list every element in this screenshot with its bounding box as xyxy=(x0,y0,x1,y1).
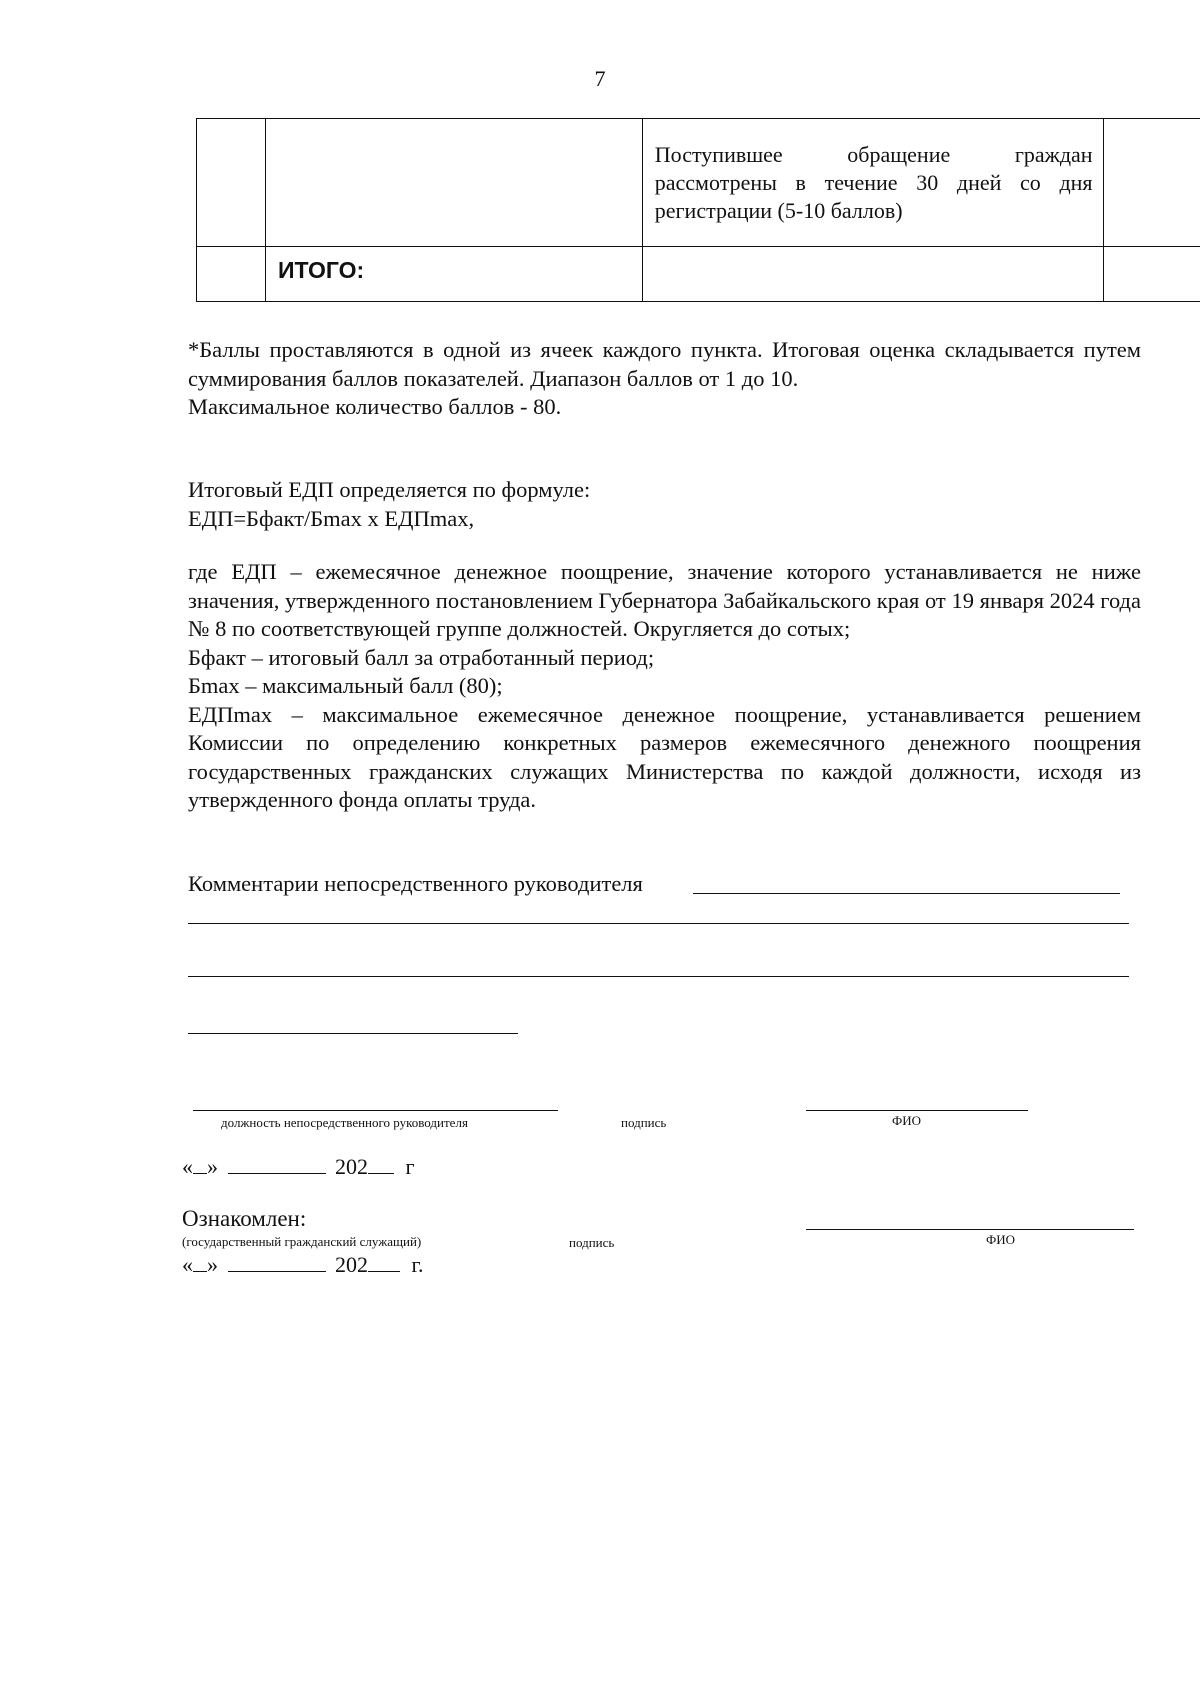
definitions-block xyxy=(188,558,1141,815)
total-label-cell xyxy=(265,247,642,302)
table-cell xyxy=(197,247,266,302)
year-prefix: 202 xyxy=(335,1252,368,1277)
footnote xyxy=(188,336,1141,422)
month-blank[interactable] xyxy=(228,1253,326,1272)
score-table xyxy=(196,118,1200,302)
employee-label: (государственный гражданский служащий) xyxy=(182,1234,422,1249)
footnote-max: Максимальное количество баллов - 80. xyxy=(188,394,562,419)
total-score-cell xyxy=(1103,247,1200,302)
day-blank[interactable] xyxy=(193,1155,207,1174)
employee-signature-label: подпись xyxy=(569,1235,615,1250)
day-blank[interactable] xyxy=(193,1253,207,1272)
table-row-total xyxy=(197,247,1200,302)
name-label: ФИО xyxy=(892,1113,922,1128)
comments-label: Комментарии непосредственного руководителя xyxy=(188,871,643,896)
criterion-cell xyxy=(642,119,1103,247)
employee-name-line[interactable] xyxy=(806,1229,1134,1230)
date-close-quote: » xyxy=(207,1154,218,1179)
formula-expression: ЕДП=Бфакт/Бmax x ЕДПmax, xyxy=(188,505,475,531)
month-blank[interactable] xyxy=(228,1155,326,1174)
page-number: 7 xyxy=(594,66,606,91)
year-blank[interactable] xyxy=(368,1253,400,1272)
score-cell xyxy=(1103,119,1200,247)
comments-line[interactable] xyxy=(188,923,1129,924)
name-line[interactable] xyxy=(806,1110,1028,1111)
acknowledged-title: Ознакомлен: xyxy=(182,1206,307,1231)
year-blank[interactable] xyxy=(368,1155,394,1174)
table-cell xyxy=(265,119,642,247)
employee-name-label: ФИО xyxy=(986,1232,1016,1247)
table-cell xyxy=(197,119,266,247)
definition-bfact: Бфакт – итоговый балл за отработанный период; xyxy=(188,644,655,670)
employee-date xyxy=(182,1252,424,1278)
manager-date xyxy=(182,1154,415,1180)
formula-block xyxy=(188,476,1141,533)
definition-edp: где ЕДП – ежемесячное денежное поощрение, значение которого устанавливается не ниже значения, утвержденного постановлением Губернатора Забайкальского края от 19 января 2024 года № 8 по соответствующей группе должностей. Округляется до сотых; xyxy=(188,559,1141,641)
table-row xyxy=(197,119,1200,247)
signature-label: подпись xyxy=(621,1115,667,1130)
comments-line[interactable] xyxy=(693,893,1120,894)
definition-edpmax: ЕДПmax – максимальное ежемесячное денежное поощрение, устанавливается решением Комиссии по определению конкретных размеров ежемесячного денежного поощрения государственных гражданских служащих Министерства по каждой должности, исходя из утвержденного фонда оплаты труда. xyxy=(188,701,1141,812)
formula-intro: Итоговый ЕДП определяется по формуле: xyxy=(188,477,591,502)
comments-line[interactable] xyxy=(188,976,1129,977)
date-close-quote: » xyxy=(207,1252,218,1277)
total-value-cell xyxy=(642,247,1103,302)
year-suffix: г xyxy=(405,1154,415,1179)
year-suffix: г. xyxy=(411,1252,424,1277)
year-prefix: 202 xyxy=(335,1154,368,1179)
comments-line[interactable] xyxy=(188,1033,518,1034)
position-line[interactable] xyxy=(193,1110,558,1111)
criterion-text: Поступившее обращение граждан рассмотрены в течение 30 дней со дня регистрации (5-10 баллов) xyxy=(654,142,1093,223)
definition-bmax: Бmax – максимальный балл (80); xyxy=(188,673,503,698)
date-open-quote: « xyxy=(182,1154,193,1179)
position-label: должность непосредственного руководителя xyxy=(221,1115,468,1130)
date-open-quote: « xyxy=(182,1252,193,1277)
total-label: ИТОГО: xyxy=(277,257,365,283)
footnote-text: *Баллы проставляются в одной из ячеек каждого пункта. Итоговая оценка складывается путем суммирования баллов показателей. Диапазон баллов от 1 до 10. xyxy=(188,337,1141,391)
